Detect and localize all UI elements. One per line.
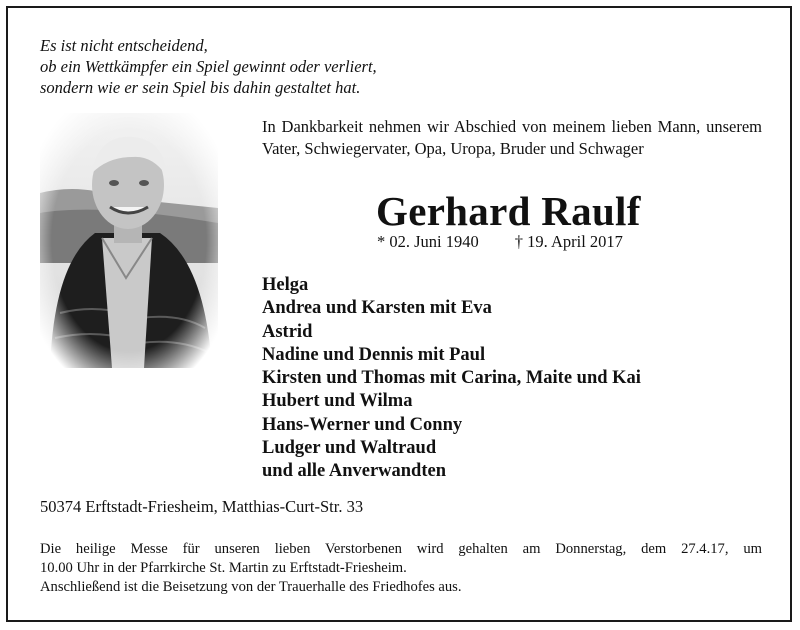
family-member: Hans-Werner und Conny — [262, 414, 463, 435]
quote-line: sondern wie er sein Spiel bis dahin gestaltet hat. — [40, 78, 361, 97]
family-member: Andrea und Karsten mit Eva — [262, 298, 492, 319]
family-member: Ludger und Waltraud — [262, 438, 437, 459]
intro-text: In Dankbarkeit nehmen wir Abschied von meinem lieben Mann, unserem Vater, Schwiegervater, Opa, Uropa, Bruder und Schwager — [262, 117, 762, 158]
deceased-name: Gerhard Raulf — [376, 188, 641, 234]
quote-line: ob ein Wettkämpfer ein Spiel gewinnt oder verliert, — [40, 57, 377, 76]
portrait-photo — [40, 113, 218, 368]
quote-line: Es ist nicht entscheidend, — [40, 36, 208, 55]
family-member: Kirsten und Thomas mit Carina, Maite und Kai — [262, 368, 641, 389]
family-member: Astrid — [262, 321, 313, 342]
mass-line: Anschließend ist die Beisetzung von der Trauerhalle des Friedhofes aus. — [40, 579, 462, 595]
life-dates — [377, 232, 623, 252]
mass-line: 10.00 Uhr in der Pfarrkirche St. Martin zu Erftstadt-Friesheim. — [40, 560, 407, 576]
death-date: † 19. April 2017 — [514, 232, 623, 251]
family-member: Nadine und Dennis mit Paul — [262, 344, 486, 365]
family-member: und alle Anverwandten — [262, 461, 447, 482]
family-member: Helga — [262, 275, 309, 295]
quote — [40, 35, 377, 98]
family-list — [262, 274, 641, 484]
family-member: Hubert und Wilma — [262, 391, 413, 412]
address: 50374 Erftstadt-Friesheim, Matthias-Curt-Str. 33 — [40, 497, 364, 516]
mass-notice — [40, 540, 762, 597]
mass-line: Die heilige Messe für unseren lieben Verstorbenen wird gehalten am Donnerstag, dem 27.4.17, um — [40, 541, 762, 557]
birth-date: * 02. Juni 1940 — [377, 232, 479, 251]
